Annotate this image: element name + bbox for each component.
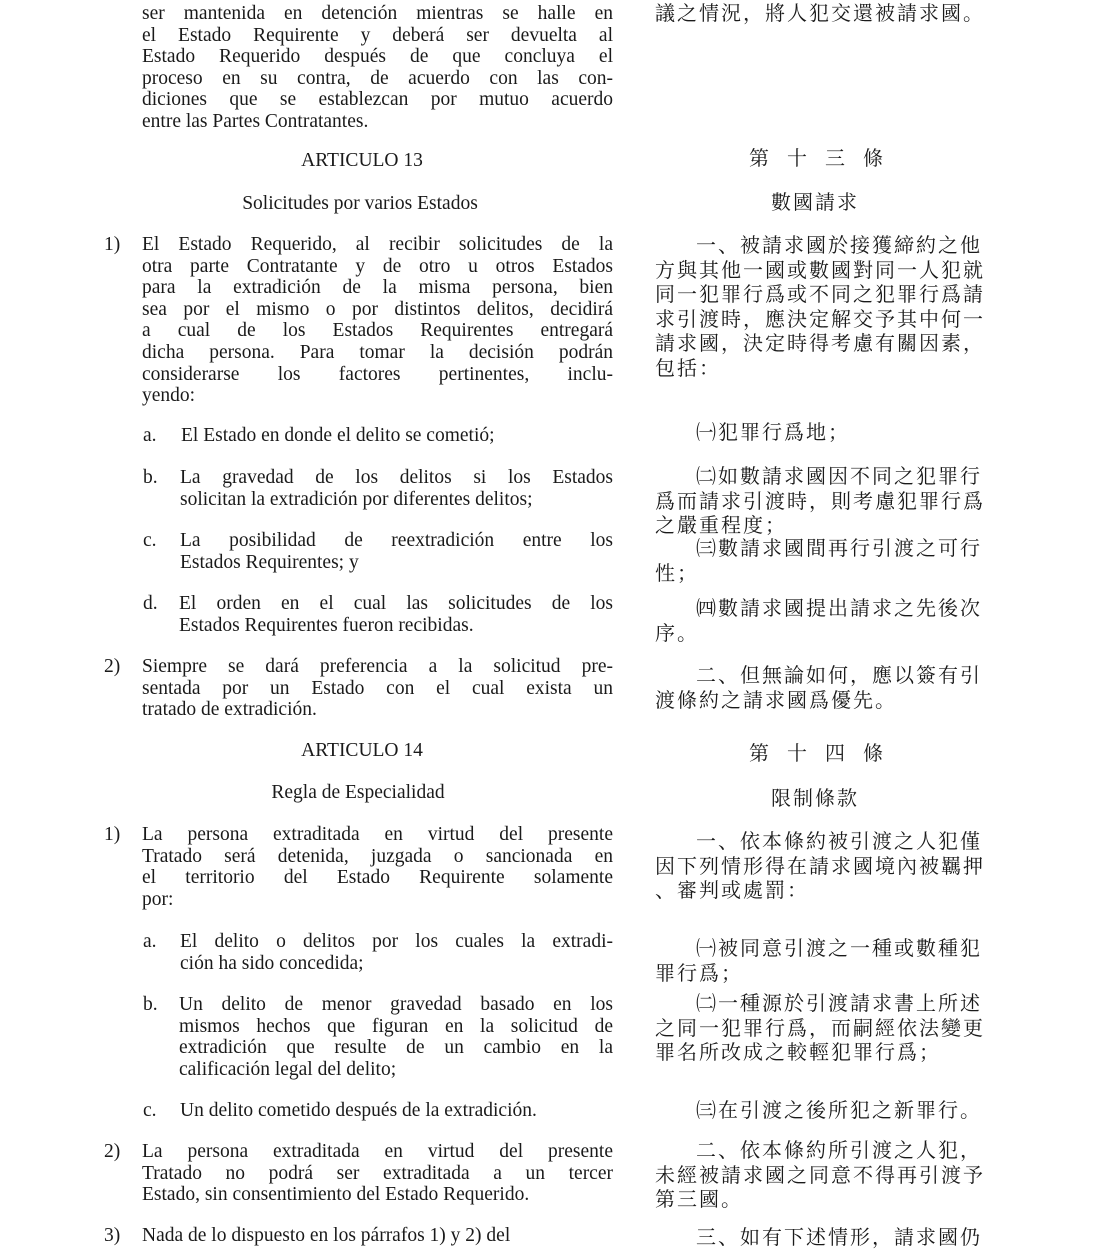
text-line: para la extradición de la misma persona, bien <box>142 277 613 299</box>
text-line: 罪行爲； <box>655 960 743 985</box>
article-13-item-a <box>181 425 613 447</box>
item-letter: d. <box>143 593 158 614</box>
article-14-item-a <box>180 931 613 974</box>
text-line: sentada por un Estado con el cual exista un <box>142 677 613 699</box>
item-letter: b. <box>143 467 158 488</box>
text-line: 同一犯罪行爲或不同之犯罪行爲請 <box>655 282 985 306</box>
text-line: 第三國。 <box>655 1187 743 1211</box>
text-line: calificación legal del delito; <box>179 1058 397 1080</box>
text-line: ㈢數請求國間再行引渡之可行 <box>696 536 982 560</box>
text-line: 求引渡時，應決定解交予其中何一 <box>655 306 985 331</box>
article-14-item-b <box>179 994 613 1080</box>
text-line: 爲而請求引渡時，則考慮犯罪行爲 <box>655 488 985 513</box>
text-line: 一、被請求國於接獲締約之他 <box>696 233 982 257</box>
text-line: Tratado no podrá ser extraditada a un tercer <box>142 1162 613 1184</box>
article-13-item-b <box>180 467 613 510</box>
article-13-paragraph-2 <box>142 656 613 721</box>
text-line: Estado, sin consentimiento del Estado Requerido. <box>142 1184 530 1206</box>
text-line: 二、依本條約所引渡之人犯， <box>696 1138 982 1162</box>
text-line: extradición que resulte de un cambio en la <box>179 1037 613 1059</box>
chinese-article-13-paragraph-2 <box>655 663 985 712</box>
text-line: Un delito cometido después de la extradición. <box>180 1100 537 1121</box>
text-line: 請求國，決定時得考慮有關因素， <box>655 331 985 355</box>
text-line: El orden en el cual las solicitudes de los <box>179 593 613 614</box>
text-line: El Estado en donde el delito se cometió; <box>181 425 495 446</box>
text-line: 罪名所改成之較輕犯罪行爲； <box>655 1040 941 1064</box>
chinese-article-13-title: 第十三條 <box>749 146 901 170</box>
chinese-article-13-item-3 <box>655 536 985 585</box>
item-letter: c. <box>143 1100 157 1121</box>
chinese-intro-paragraph <box>655 1 985 26</box>
text-line: Siempre se dará preferencia a la solicitud pre- <box>142 656 613 677</box>
text-line: dicha persona. Para tomar la decisión podrán <box>142 341 613 363</box>
text-line: ción ha sido concedida; <box>180 952 364 974</box>
text-line: 渡條約之請求國爲優先。 <box>655 687 897 712</box>
chinese-article-13-item-4 <box>655 596 985 645</box>
text-line: Estado Requerido después de que concluya el <box>142 46 613 68</box>
paragraph-number: 2) <box>104 656 121 677</box>
text-line: proceso en su contra, de acuerdo con las con- <box>142 67 613 89</box>
chinese-article-13-paragraph-1 <box>655 233 985 380</box>
chinese-article-14-paragraph-1 <box>655 829 985 903</box>
article-13-subtitle: Solicitudes por varios Estados <box>242 193 478 214</box>
chinese-article-13-subtitle: 數國請求 <box>771 190 859 214</box>
text-line: ㈢在引渡之後所犯之新罪行。 <box>696 1098 982 1122</box>
text-line: 方與其他一國或數國對同一人犯就 <box>655 257 985 282</box>
article-14-item-c <box>180 1100 613 1122</box>
text-line: otra parte Contratante y de otro u otros Estados <box>142 255 613 277</box>
paragraph-number: 1) <box>104 824 121 845</box>
text-line: Nada de lo dispuesto en los párrafos 1) y 2) del <box>142 1225 511 1246</box>
article-13-paragraph-1 <box>142 234 613 407</box>
article-13-item-d <box>179 593 613 636</box>
item-letter: a. <box>143 425 157 446</box>
text-line: el territorio del Estado Requirente solamente <box>142 867 613 889</box>
article-14-paragraph-2 <box>142 1141 613 1206</box>
text-line: 三、如有下述情形，請求國仍 <box>696 1225 982 1249</box>
text-line: ser mantenida en detención mientras se halle en <box>142 3 613 24</box>
item-letter: a. <box>143 931 157 952</box>
article-13-item-c <box>180 530 613 573</box>
chinese-article-13-item-2 <box>655 464 985 538</box>
chinese-article-14-paragraph-3 <box>655 1225 985 1250</box>
text-line: 之嚴重程度； <box>655 513 787 537</box>
text-line: Tratado será detenida, juzgada o sancionada en <box>142 845 613 867</box>
text-line: 議之情況，將人犯交還被請求國。 <box>655 1 985 25</box>
text-line: La posibilidad de reextradición entre los <box>180 530 613 551</box>
text-line: 性； <box>655 560 699 585</box>
article-14-title: ARTICULO 14 <box>301 740 423 761</box>
article-14-paragraph-1 <box>142 824 613 910</box>
text-line: ㈡一種源於引渡請求書上所述 <box>696 991 982 1015</box>
spanish-intro-paragraph <box>142 3 613 133</box>
text-line: ㈠犯罪行爲地； <box>696 420 850 444</box>
text-line: ㈠被同意引渡之一種或數種犯 <box>696 936 982 960</box>
item-letter: b. <box>143 994 158 1015</box>
text-line: 之同一犯罪行爲，而嗣經依法變更 <box>655 1015 985 1040</box>
text-line: a cual de los Estados Requirentes entregará <box>142 320 613 342</box>
chinese-article-14-item-1 <box>655 936 985 985</box>
text-line: Estados Requirentes; y <box>180 551 359 573</box>
paragraph-number: 1) <box>104 234 121 255</box>
text-line: Estados Requirentes fueron recibidas. <box>179 614 474 636</box>
text-line: solicitan la extradición por diferentes delitos; <box>180 488 533 510</box>
chinese-article-14-item-2 <box>655 991 985 1065</box>
text-line: La persona extraditada en virtud del presente <box>142 1141 613 1162</box>
text-line: Un delito de menor gravedad basado en los <box>179 994 613 1015</box>
paragraph-number: 3) <box>104 1225 121 1246</box>
text-line: considerarse los factores pertinentes, inclu- <box>142 363 613 385</box>
text-line: el Estado Requirente y deberá ser devuelta al <box>142 24 613 46</box>
paragraph-number: 2) <box>104 1141 121 1162</box>
text-line: 未經被請求國之同意不得再引渡予 <box>655 1162 985 1187</box>
text-line: El Estado Requerido, al recibir solicitudes de la <box>142 234 613 255</box>
text-line: tratado de extradición. <box>142 699 317 721</box>
chinese-article-13-item-1 <box>655 420 985 445</box>
text-line: por: <box>142 888 174 910</box>
text-line: ㈣數請求國提出請求之先後次 <box>696 596 982 620</box>
article-14-paragraph-3 <box>142 1225 613 1247</box>
article-14-subtitle: Regla de Especialidad <box>271 782 445 803</box>
chinese-article-14-subtitle: 限制條款 <box>771 786 859 810</box>
text-line: 因下列情形得在請求國境內被羈押 <box>655 853 985 878</box>
chinese-article-14-paragraph-2 <box>655 1138 985 1212</box>
text-line: entre las Partes Contratantes. <box>142 110 369 132</box>
text-line: La gravedad de los delitos si los Estados <box>180 467 613 488</box>
text-line: 序。 <box>655 620 699 645</box>
chinese-article-14-title: 第十四條 <box>749 741 901 765</box>
article-13-title: ARTICULO 13 <box>301 150 423 171</box>
text-line: 一、依本條約被引渡之人犯僅 <box>696 829 982 853</box>
chinese-article-14-item-3 <box>655 1098 985 1123</box>
text-line: El delito o delitos por los cuales la extradi- <box>180 931 613 952</box>
text-line: diciones que se establezcan por mutuo acuerdo <box>142 89 613 111</box>
text-line: 二、但無論如何，應以簽有引 <box>696 663 982 687</box>
item-letter: c. <box>143 530 157 551</box>
text-line: sea por el mismo o por distintos delitos, decidirá <box>142 298 613 320</box>
text-line: yendo: <box>142 385 196 407</box>
text-line: 、審判或處罰： <box>655 878 809 902</box>
text-line: La persona extraditada en virtud del presente <box>142 824 613 845</box>
text-line: ㈡如數請求國因不同之犯罪行 <box>696 464 982 488</box>
text-line: mismos hechos que figuran en la solicitud de <box>179 1015 613 1037</box>
text-line: 包括： <box>655 355 721 380</box>
